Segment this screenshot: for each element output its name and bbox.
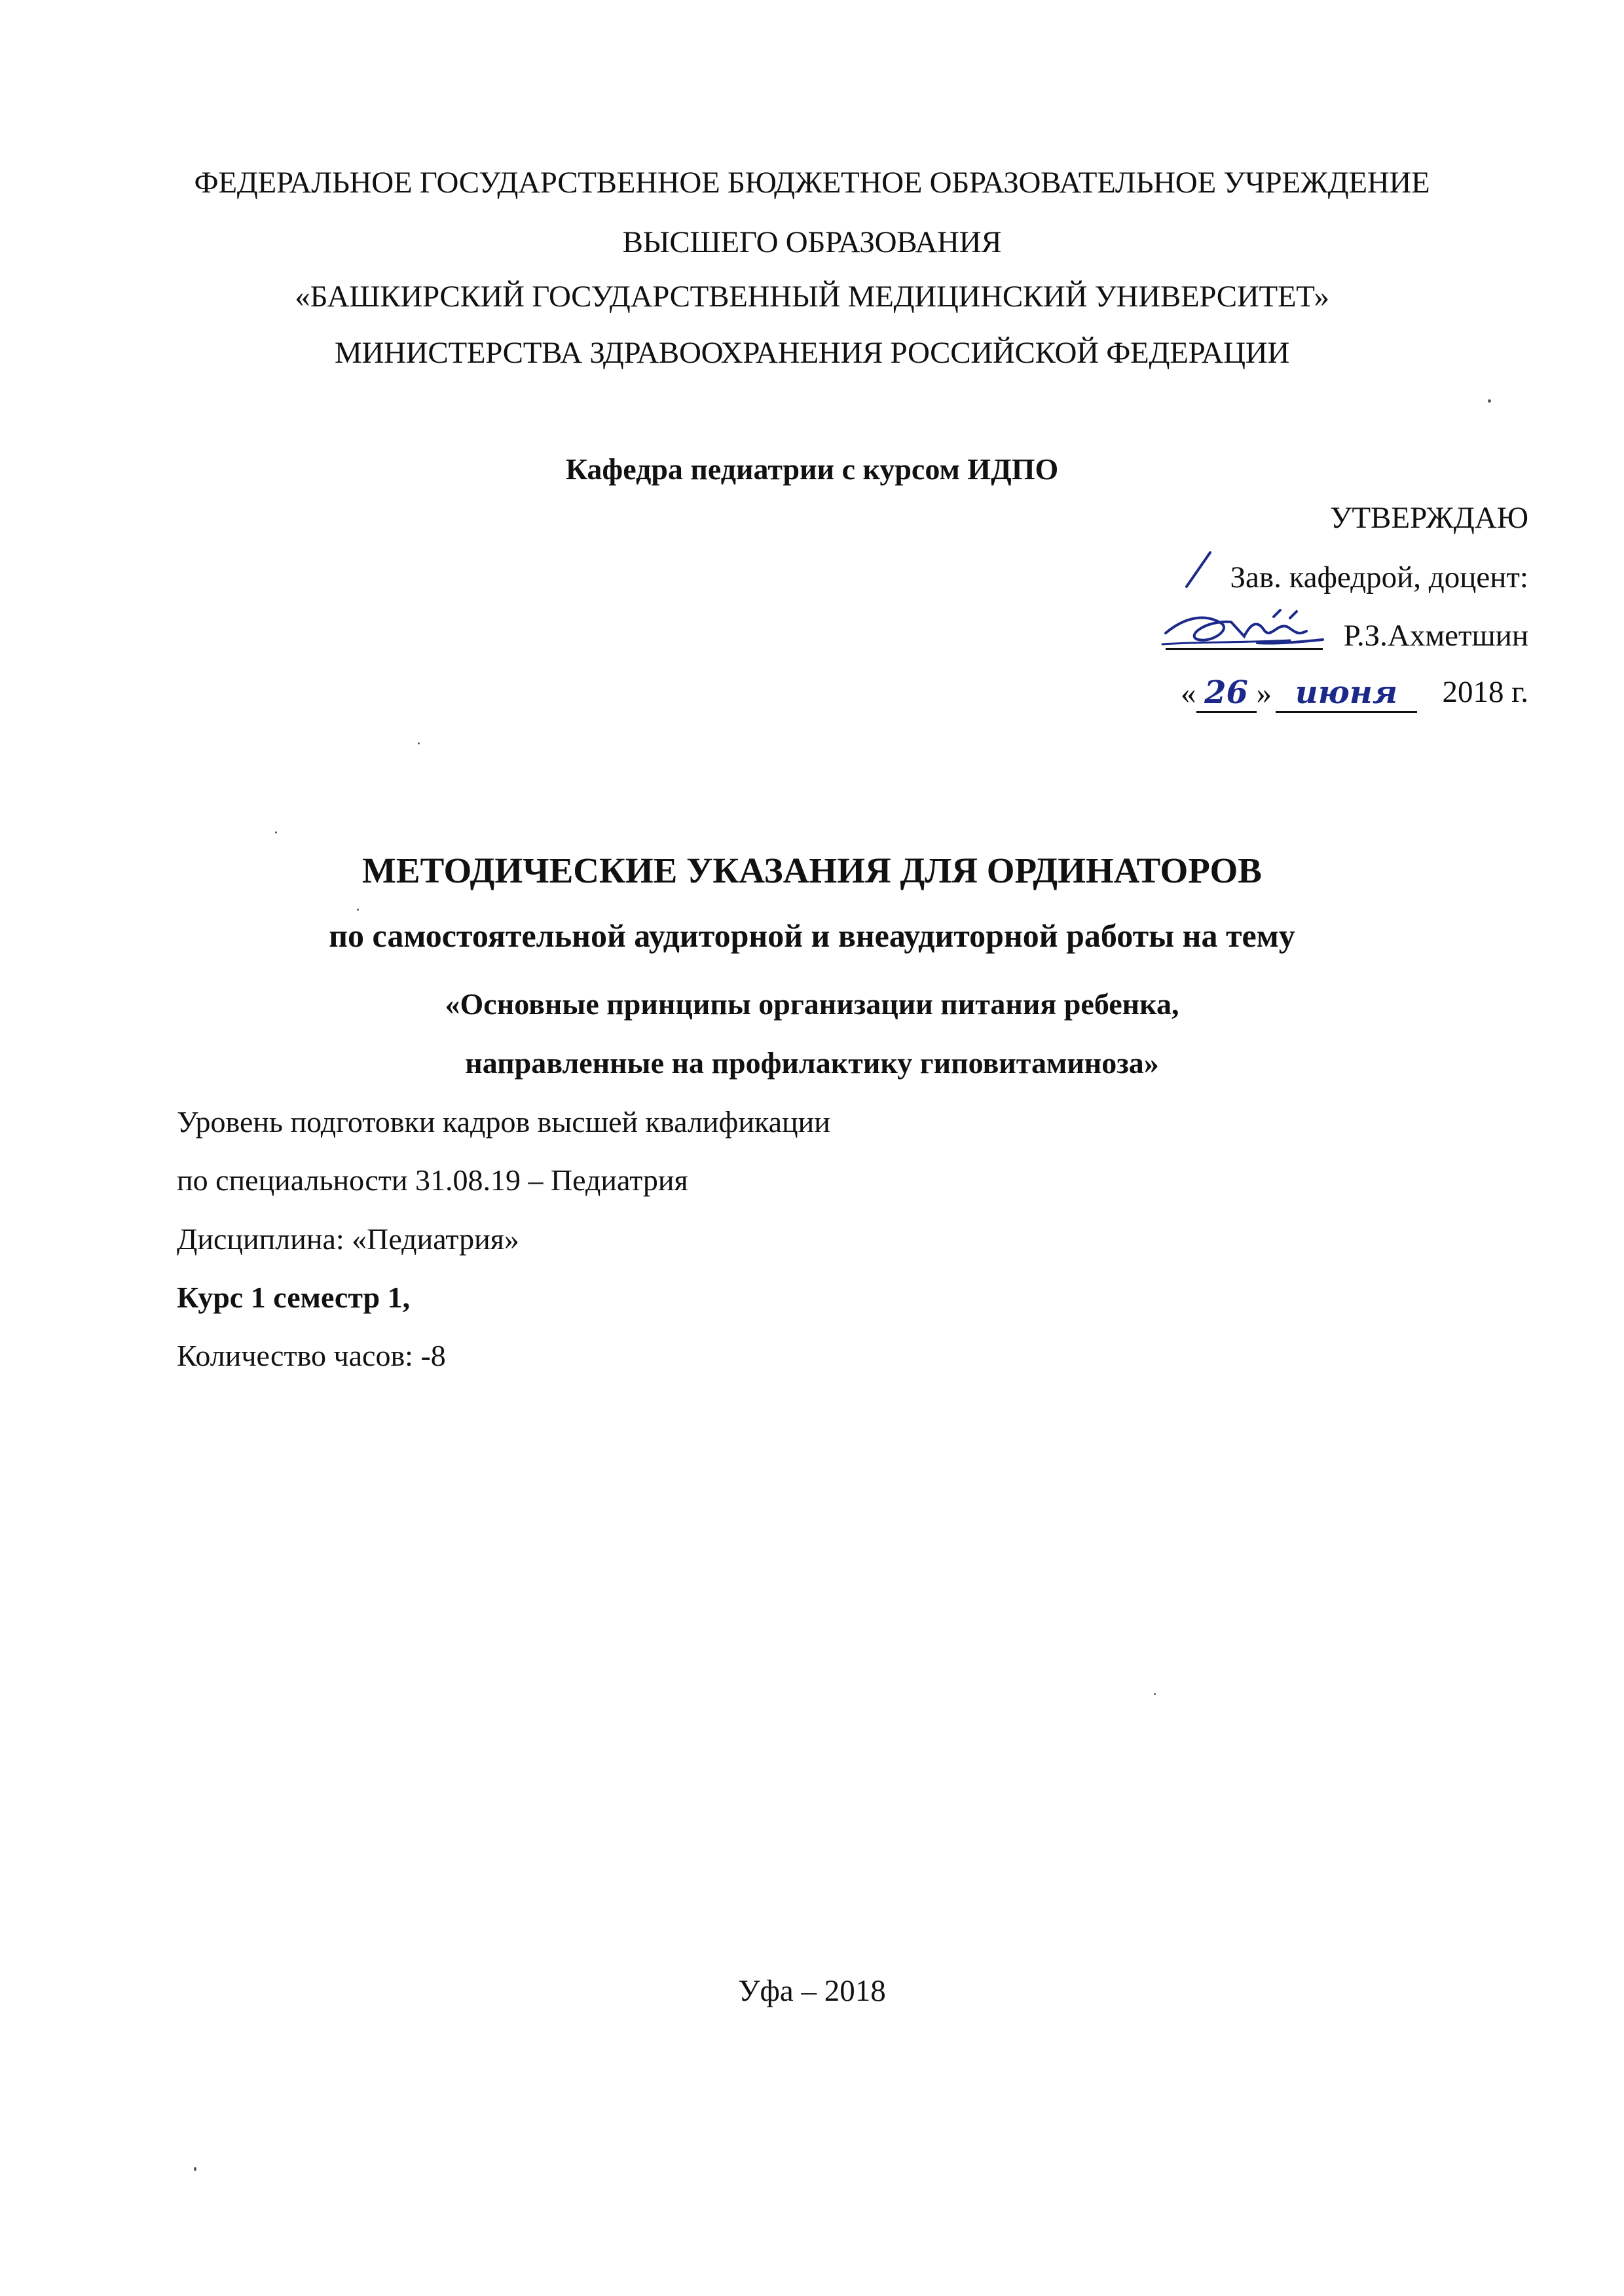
org-header-line-1: ФЕДЕРАЛЬНОЕ ГОСУДАРСТВЕННОЕ БЮДЖЕТНОЕ ОБРАЗОВАТЕЛЬНОЕ УЧРЕЖДЕНИЕ xyxy=(194,166,1430,200)
date-day-handwritten: 26 xyxy=(1196,674,1257,713)
document-subtitle: по самостоятельной аудиторной и внеаудиторной работы на тему xyxy=(329,917,1295,954)
approval-title: УТВЕРЖДАЮ xyxy=(1330,501,1528,535)
approval-name: Р.З.Ахметшин xyxy=(1343,619,1528,653)
date-open-quote: « xyxy=(1181,676,1196,710)
training-level: Уровень подготовки кадров высшей квалификации xyxy=(177,1105,830,1139)
specialty: по специальности 31.08.19 – Педиатрия xyxy=(177,1163,688,1197)
document-title: МЕТОДИЧЕСКИЕ УКАЗАНИЯ ДЛЯ ОРДИНАТОРОВ xyxy=(361,850,1262,890)
org-header-line-4: МИНИСТЕРСТВА ЗДРАВООХРАНЕНИЯ РОССИЙСКОЙ ФЕДЕРАЦИИ xyxy=(334,336,1290,370)
city-year: Уфа – 2018 xyxy=(738,1974,886,2008)
discipline: Дисциплина: «Педиатрия» xyxy=(177,1222,519,1256)
date-close-quote: » xyxy=(1256,676,1272,710)
date-year: 2018 г. xyxy=(1442,675,1528,709)
hours-count: Количество часов: -8 xyxy=(177,1339,446,1372)
org-header-line-2: ВЫСШЕГО ОБРАЗОВАНИЯ xyxy=(622,225,1002,259)
scan-speck xyxy=(275,831,277,833)
handwritten-mark xyxy=(1184,549,1214,591)
scan-speck xyxy=(194,2167,196,2171)
department-name: Кафедра педиатрии с курсом ИДПО xyxy=(565,452,1059,486)
scan-speck xyxy=(1488,399,1491,403)
approval-position-text: Зав. кафедрой, доцент: xyxy=(1230,560,1528,594)
approval-position xyxy=(1230,560,1528,595)
approval-date xyxy=(1181,674,1417,713)
signature-image xyxy=(1159,604,1329,656)
date-month-handwritten: июня xyxy=(1276,674,1417,713)
document-topic-line-1: «Основные принципы организации питания ребенка, xyxy=(445,987,1179,1021)
scan-speck xyxy=(357,909,359,911)
course-semester: Курс 1 семестр 1, xyxy=(177,1281,411,1314)
scan-speck xyxy=(418,742,420,744)
document-topic-line-2: направленные на профилактику гиповитаминоза» xyxy=(465,1046,1159,1080)
scan-speck xyxy=(1154,1693,1156,1695)
org-header-line-3: «БАШКИРСКИЙ ГОСУДАРСТВЕННЫЙ МЕДИЦИНСКИЙ УНИВЕРСИТЕТ» xyxy=(295,280,1329,314)
